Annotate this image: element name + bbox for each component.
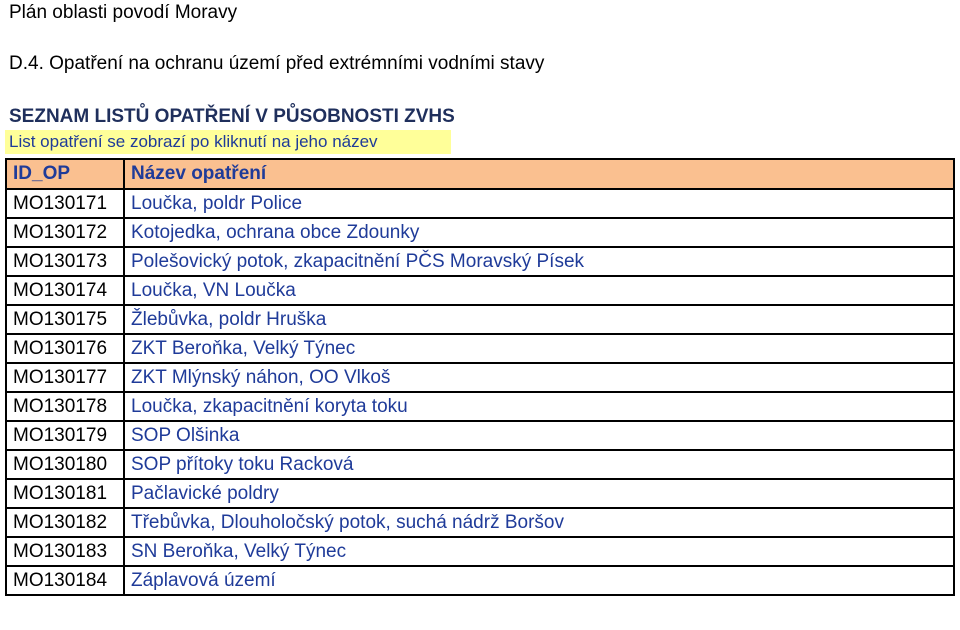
table-row xyxy=(6,450,954,479)
table-row xyxy=(6,479,954,508)
measure-name-link[interactable]: Kotojedka, ochrana obce Zdounky xyxy=(124,218,954,247)
table-row xyxy=(6,305,954,334)
header-measure-name: Název opatření xyxy=(124,159,954,189)
measure-name-link[interactable]: ZKT Mlýnský náhon, OO Vlkoš xyxy=(124,363,954,392)
measures-table xyxy=(5,158,955,596)
table-row xyxy=(6,392,954,421)
table-row xyxy=(6,508,954,537)
table-row xyxy=(6,189,954,218)
measure-id-cell: MO130178 xyxy=(6,392,124,421)
table-row xyxy=(6,537,954,566)
table-body xyxy=(6,189,954,595)
measure-name-link[interactable]: Loučka, VN Loučka xyxy=(124,276,954,305)
measure-name-link[interactable]: ZKT Beroňka, Velký Týnec xyxy=(124,334,954,363)
measure-id-cell: MO130181 xyxy=(6,479,124,508)
document-title: Plán oblasti povodí Moravy xyxy=(9,2,238,23)
measure-id-cell: MO130171 xyxy=(6,189,124,218)
measure-name-link[interactable]: Záplavová území xyxy=(124,566,954,595)
measure-id-cell: MO130172 xyxy=(6,218,124,247)
measure-id-cell: MO130177 xyxy=(6,363,124,392)
measure-name-link[interactable]: Loučka, zkapacitnění koryta toku xyxy=(124,392,954,421)
measure-id-cell: MO130179 xyxy=(6,421,124,450)
measure-name-link[interactable]: SN Beroňka, Velký Týnec xyxy=(124,537,954,566)
measure-name-link[interactable]: Loučka, poldr Police xyxy=(124,189,954,218)
measure-name-link[interactable]: Polešovický potok, zkapacitnění PČS Moravský Písek xyxy=(124,247,954,276)
measure-name-link[interactable]: Žlebůvka, poldr Hruška xyxy=(124,305,954,334)
measure-id-cell: MO130174 xyxy=(6,276,124,305)
measure-id-cell: MO130175 xyxy=(6,305,124,334)
table-row xyxy=(6,276,954,305)
table-header-row xyxy=(6,159,954,189)
table-row xyxy=(6,334,954,363)
measure-name-link[interactable]: Třebůvka, Dlouholočský potok, suchá nádrž Boršov xyxy=(124,508,954,537)
measure-name-link[interactable]: SOP přítoky toku Racková xyxy=(124,450,954,479)
measure-id-cell: MO130180 xyxy=(6,450,124,479)
table-row xyxy=(6,247,954,276)
measure-id-cell: MO130184 xyxy=(6,566,124,595)
table-row xyxy=(6,218,954,247)
list-heading: SEZNAM LISTŮ OPATŘENÍ V PŮSOBNOSTI ZVHS xyxy=(9,106,455,127)
click-hint: List opatření se zobrazí po kliknutí na jeho název xyxy=(5,130,451,154)
measure-id-cell: MO130176 xyxy=(6,334,124,363)
measure-id-cell: MO130173 xyxy=(6,247,124,276)
section-title: D.4. Opatření na ochranu území před extrémními vodními stavy xyxy=(9,53,545,74)
table-row xyxy=(6,566,954,595)
measure-id-cell: MO130183 xyxy=(6,537,124,566)
table-row xyxy=(6,421,954,450)
measure-id-cell: MO130182 xyxy=(6,508,124,537)
measure-name-link[interactable]: Pačlavické poldry xyxy=(124,479,954,508)
measure-name-link[interactable]: SOP Olšinka xyxy=(124,421,954,450)
header-id-op: ID_OP xyxy=(6,159,124,189)
table-row xyxy=(6,363,954,392)
